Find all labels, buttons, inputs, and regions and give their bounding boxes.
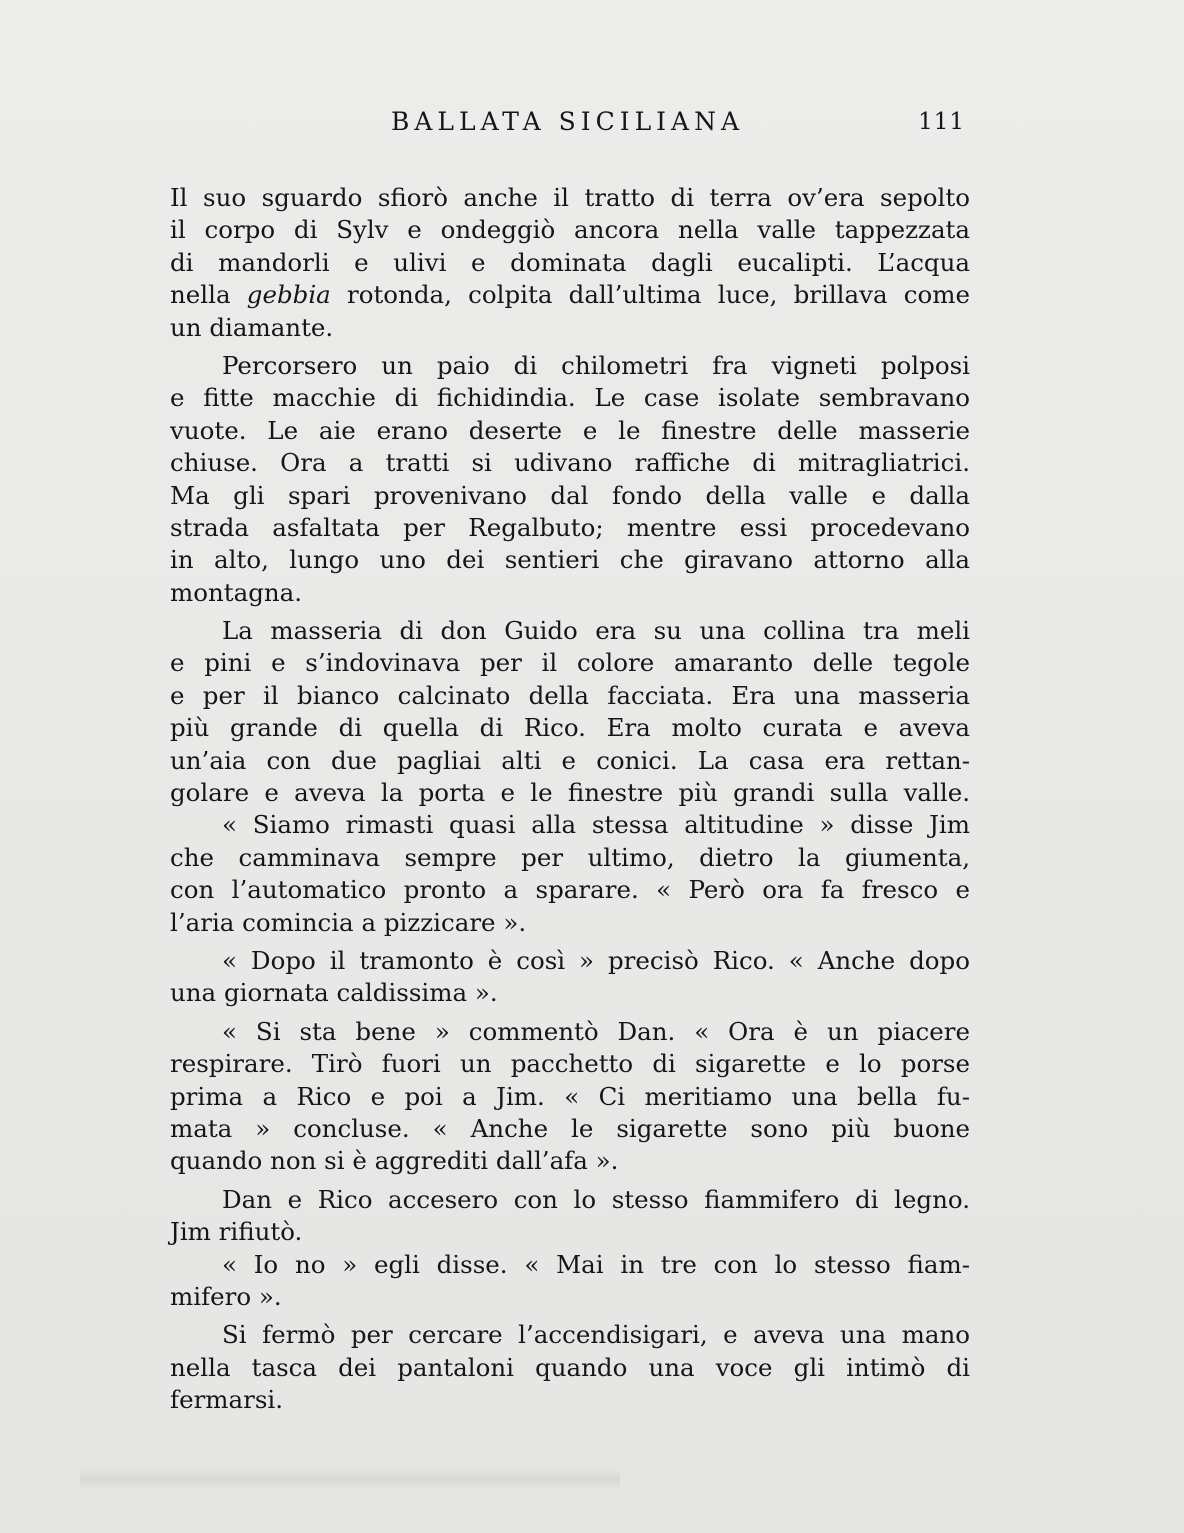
text-line: un’aia con due pagliai alti e conici. La casa era rettan- — [170, 745, 970, 775]
paragraph — [170, 945, 970, 1010]
italic-word: gebbia — [246, 280, 331, 310]
paragraph — [170, 182, 970, 344]
text-line: respirare. Tirò fuori un pacchetto di sigarette e lo porse — [170, 1049, 970, 1079]
text-run: rotonda, colpita dall’ultima luce, brillava come — [330, 280, 970, 310]
text-line: più grande di quella di Rico. Era molto curata e aveva — [170, 713, 970, 743]
paragraph — [170, 1016, 970, 1178]
text-line: quando non si è aggrediti dall’afa ». — [170, 1146, 619, 1176]
text-line: e fitte macchie di fichidindia. Le case isolate sembravano — [170, 383, 970, 413]
running-title: BALLATA SICILIANA — [390, 107, 745, 136]
text-line: Jim rifiutò. — [170, 1217, 303, 1247]
text-line: in alto, lungo uno dei sentieri che giravano attorno alla — [170, 545, 970, 575]
text-line: Dan e Rico accesero con lo stesso fiammifero di legno. — [222, 1184, 970, 1214]
scan-artifact — [80, 1468, 620, 1490]
text-line: golare e aveva la porta e le finestre più grandi sulla valle. — [170, 778, 970, 808]
text-line: e pini e s’indovinava per il colore amaranto delle tegole — [170, 648, 970, 678]
text-line: un diamante. — [170, 312, 334, 342]
paragraph — [170, 1184, 970, 1314]
text-line: l’aria comincia a pizzicare ». — [170, 907, 527, 937]
text-line: strada asfaltata per Regalbuto; mentre essi procedevano — [170, 512, 970, 542]
text-line: con l’automatico pronto a sparare. « Però ora fa fresco e — [170, 875, 970, 905]
text-line: montagna. — [170, 577, 303, 607]
text-line: Ma gli spari provenivano dal fondo della valle e dalla — [170, 480, 970, 510]
paragraph — [170, 1319, 970, 1416]
text-line: il corpo di Sylv e ondeggiò ancora nella valle tappezzata — [170, 215, 970, 245]
text-line: « Siamo rimasti quasi alla stessa altitudine » disse Jim — [222, 810, 970, 840]
paragraph — [170, 350, 970, 609]
text-line: « Si sta bene » commentò Dan. « Ora è un piacere — [222, 1016, 970, 1046]
text-line: mata » concluse. « Anche le sigarette sono più buone — [170, 1113, 970, 1143]
paragraph — [170, 615, 970, 939]
text-line: prima a Rico e poi a Jim. « Ci meritiamo una bella fu- — [170, 1081, 970, 1111]
text-line: vuote. Le aie erano deserte e le finestre delle masserie — [170, 415, 970, 445]
text-line: « Io no » egli disse. « Mai in tre con lo stesso fiam- — [222, 1249, 970, 1279]
text-line: mifero ». — [170, 1281, 282, 1311]
text-line: Si fermò per cercare l’accendisigari, e aveva una mano — [222, 1320, 970, 1350]
text-line: di mandorli e ulivi e dominata dagli eucalipti. L’acqua — [170, 247, 970, 277]
text-line: La masseria di don Guido era su una collina tra meli — [222, 616, 970, 646]
body-text — [170, 182, 970, 1422]
running-header — [170, 104, 965, 144]
text-line: una giornata caldissima ». — [170, 978, 498, 1008]
text-run: nella — [170, 280, 247, 310]
text-line: « Dopo il tramonto è così » precisò Rico. « Anche dopo — [222, 945, 970, 975]
text-line: Il suo sguardo sfiorò anche il tratto di terra ov’era sepolto — [170, 183, 970, 212]
text-line: fermarsi. — [170, 1385, 284, 1415]
text-line: Percorsero un paio di chilometri fra vigneti polposi — [222, 350, 970, 380]
text-line: che camminava sempre per ultimo, dietro la giumenta, — [170, 842, 970, 872]
text-line: nella tasca dei pantaloni quando una voce gli intimò di — [170, 1352, 970, 1382]
text-line: e per il bianco calcinato della facciata. Era una masseria — [170, 680, 970, 710]
page-number: 111 — [918, 109, 965, 135]
text-line: chiuse. Ora a tratti si udivano raffiche di mitragliatrici. — [170, 448, 970, 478]
text-line — [170, 279, 970, 311]
